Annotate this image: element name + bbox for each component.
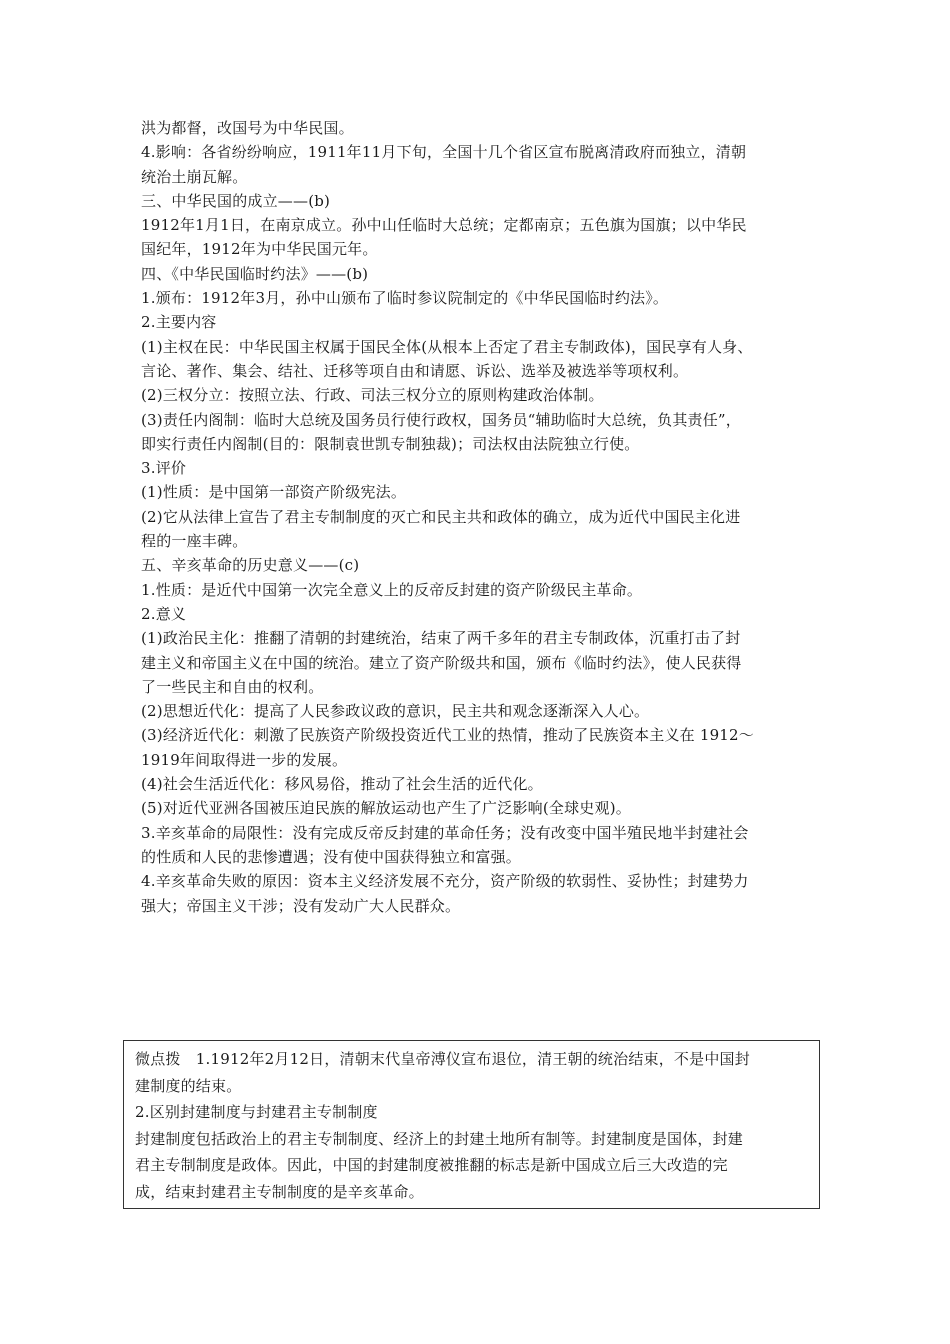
text-line: 统治土崩瓦解。 xyxy=(141,167,248,186)
text-line: (3)责任内阁制：临时大总统及国务员行使行政权，国务员“辅助临时大总统，负其责任”， xyxy=(141,410,741,429)
main-text xyxy=(141,116,821,918)
text-line: (2)三权分立：按照立法、行政、司法三权分立的原则构建政治体制。 xyxy=(141,386,604,405)
text-line: 1912年1月1日，在南京成立。孙中山任临时大总统；定都南京；五色旗为国旗；以中华民 xyxy=(141,216,747,235)
text-line: (1)政治民主化：推翻了清朝的封建统治，结束了两千多年的君主专制政体，沉重打击了封 xyxy=(141,629,741,648)
tip-line: 君主专制制度是政体。因此，中国的封建制度被推翻的标志是新中国成立后三大改造的完 xyxy=(135,1156,728,1174)
tip-box xyxy=(123,1040,820,1209)
tip-line: 建制度的结束。 xyxy=(135,1076,242,1095)
tip-line: 成，结束封建君主专制制度的是辛亥革命。 xyxy=(135,1182,424,1201)
text-line: 2.主要内容 xyxy=(141,313,217,332)
text-line: 3.评价 xyxy=(141,459,187,478)
section-heading: 五、辛亥革命的历史意义——(c) xyxy=(141,556,360,575)
section-heading: 三、中华民国的成立——(b) xyxy=(141,191,331,210)
text-line: (4)社会生活近代化：移风易俗，推动了社会生活的近代化。 xyxy=(141,775,543,794)
text-line: 洪为都督，改国号为中华民国。 xyxy=(141,119,354,137)
text-line: (5)对近代亚洲各国被压迫民族的解放运动也产生了广泛影响(全球史观)。 xyxy=(141,799,631,818)
text-line: 国纪年，1912年为中华民国元年。 xyxy=(141,240,378,259)
text-line: 的性质和人民的悲惨遭遇；没有使中国获得独立和富强。 xyxy=(141,847,522,866)
text-line: 2.意义 xyxy=(141,604,187,623)
text-line: 即实行责任内阁制(目的：限制袁世凯专制独裁)；司法权由法院独立行使。 xyxy=(141,434,640,453)
tip-line: 微点拨 1.1912年2月12日，清朝末代皇帝溥仪宣布退位，清王朝的统治结束，不是中国封 xyxy=(135,1050,750,1068)
text-line: (2)思想近代化：提高了人民参政议政的意识，民主共和观念逐渐深入人心。 xyxy=(141,702,650,721)
text-line: 3.辛亥革命的局限性：没有完成反帝反封建的革命任务；没有改变中国半殖民地半封建社会 xyxy=(141,823,749,842)
tip-line: 封建制度包括政治上的君主专制制度、经济上的封建土地所有制等。封建制度是国体，封建 xyxy=(135,1129,744,1148)
tip-line: 2.区别封建制度与封建君主专制制度 xyxy=(135,1103,378,1121)
section-heading: 四、《中华民国临时约法》——(b) xyxy=(141,264,369,283)
text-line: (3)经济近代化：刺激了民族资产阶级投资近代工业的热情，推动了民族资本主义在 1912～ xyxy=(141,726,754,745)
text-line: (2)它从法律上宣告了君主专制制度的灭亡和民主共和政体的确立，成为近代中国民主化进 xyxy=(141,507,741,526)
text-line: 了一些民主和自由的权利。 xyxy=(141,677,324,696)
text-line: (1)性质：是中国第一部资产阶级宪法。 xyxy=(141,483,407,502)
text-line: 1919年间取得进一步的发展。 xyxy=(141,750,348,769)
text-line: 4.影响：各省纷纷响应，1911年11月下旬，全国十几个省区宣布脱离清政府而独立，清朝 xyxy=(141,143,747,162)
text-line: 程的一座丰碑。 xyxy=(141,532,248,551)
text-line: 1.颁布：1912年3月，孙中山颁布了临时参议院制定的《中华民国临时约法》。 xyxy=(141,289,669,308)
text-line: 1.性质：是近代中国第一次完全意义上的反帝反封建的资产阶级民主革命。 xyxy=(141,580,643,599)
text-line: (1)主权在民：中华民国主权属于国民全体(从根本上否定了君主专制政体)，国民享有人身、 xyxy=(141,337,753,356)
text-line: 建主义和帝国主义在中国的统治。建立了资产阶级共和国，颁布《临时约法》，使人民获得 xyxy=(141,653,742,672)
text-line: 4.辛亥革命失败的原因：资本主义经济发展不充分，资产阶级的软弱性、妥协性；封建势力 xyxy=(141,872,749,891)
text-line: 强大；帝国主义干涉；没有发动广大人民群众。 xyxy=(141,896,461,915)
text-line: 言论、著作、集会、结社、迁移等项自由和请愿、诉讼、选举及被选举等项权利。 xyxy=(141,361,689,380)
